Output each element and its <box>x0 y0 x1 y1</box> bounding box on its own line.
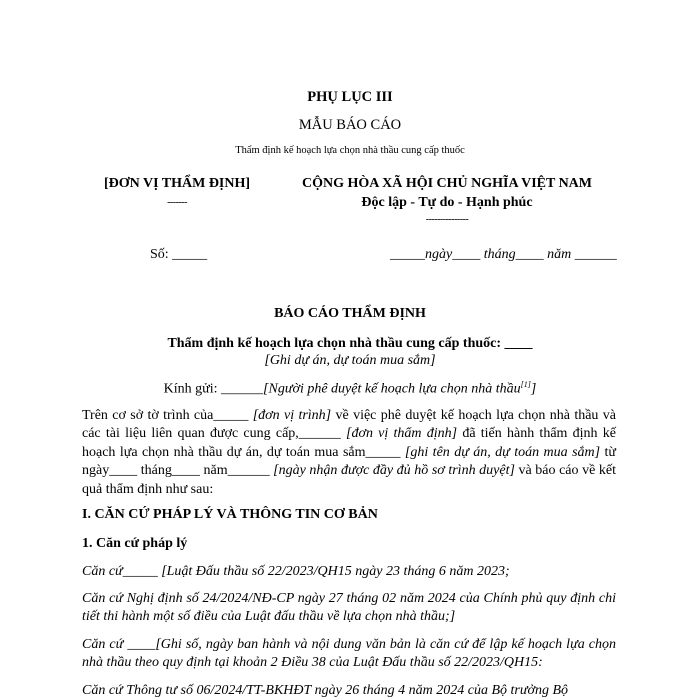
legal-basis-item: Căn cứ Nghị định số 24/2024/NĐ-CP ngày 27 tháng 02 năm 2024 của Chính phủ quy định chi tiết thi hành một số điều của Luật đấu thầu về lựa chọn nhà thầu;] <box>82 591 616 625</box>
legal-basis-item: Căn cứ ____[Ghi số, ngày ban hành và nội dung văn bản là căn cứ để lập kế hoạch lựa chọn nhà thầu theo quy định tại khoản 2 Điều 38 của Luật Đấu thầu số 22/2023/QH15: <box>82 637 616 671</box>
form-title: MẪU BÁO CÁO <box>298 117 402 133</box>
recipient-line <box>0 380 700 398</box>
intro-placeholder-1: [đơn vị trình] <box>252 408 332 423</box>
report-subject-note: [Ghi dự án, dự toán mua sắm] <box>264 353 436 368</box>
appendix-title: PHỤ LỤC III <box>307 89 393 105</box>
national-motto: Độc lập - Tự do - Hạnh phúc <box>361 195 533 210</box>
organization-name: [ĐƠN VỊ THẨM ĐỊNH] <box>103 176 251 191</box>
footnote-ref[interactable]: [1] <box>520 380 531 389</box>
section-heading: I. CĂN CỨ PHÁP LÝ VÀ THÔNG TIN CƠ BẢN <box>82 507 378 522</box>
intro-text-1: Trên cơ sở tờ trình của_____ <box>82 408 253 423</box>
intro-placeholder-4: [ngày nhận được đầy đủ hồ sơ trình duyệt] <box>273 463 515 479</box>
report-title: BÁO CÁO THẨM ĐỊNH <box>274 306 426 321</box>
intro-placeholder-2: [đơn vị thẩm định] <box>346 426 458 442</box>
recipient-close: ] <box>530 381 537 397</box>
document-number: Số: _____ <box>150 247 208 262</box>
document-date: _____ngày____ tháng____ năm ______ <box>390 247 617 262</box>
intro-text-3: đã tiến hành thẩm định kế hoạch lựa chọn nhà thầu dự án, dự toán mua sắm_____ <box>82 426 616 460</box>
organization-underline: ------- <box>167 197 187 208</box>
national-title: CỘNG HÒA XÃ HỘI CHỦ NGHĨA VIỆT NAM <box>301 176 592 191</box>
intro-text-2: về việc phê duyệt kế hoạch lựa chọn nhà thầu và các tài liệu liên quan được cung cấp,______ <box>82 408 616 442</box>
subsection-heading: 1. Căn cứ pháp lý <box>82 536 188 551</box>
recipient-name: [Người phê duyệt kế hoạch lựa chọn nhà thầu <box>263 381 521 397</box>
form-subtitle: Thẩm định kế hoạch lựa chọn nhà thầu cung cấp thuốc <box>235 145 465 156</box>
legal-basis-item: Căn cứ_____ [Luật Đấu thầu số 22/2023/QH15 ngày 23 tháng 6 năm 2023; <box>82 564 510 579</box>
report-subject: Thẩm định kế hoạch lựa chọn nhà thầu cung cấp thuốc: ____ <box>167 336 533 351</box>
intro-text-5: và báo cáo về kết quả thẩm định như sau: <box>82 463 616 497</box>
legal-basis-item: Căn cứ Thông tư số 06/2024/TT-BKHĐT ngày 26 tháng 4 năm 2024 của Bộ trưởng Bộ <box>82 683 569 698</box>
motto-underline: --------------- <box>425 214 469 225</box>
intro-text-4: từ ngày____ tháng____ năm______ <box>82 444 616 479</box>
intro-paragraph <box>82 407 616 499</box>
intro-placeholder-3: [ghi tên dự án, dự toán mua sắm] <box>404 444 601 460</box>
recipient-prefix: Kính gửi: ______ <box>163 381 264 397</box>
